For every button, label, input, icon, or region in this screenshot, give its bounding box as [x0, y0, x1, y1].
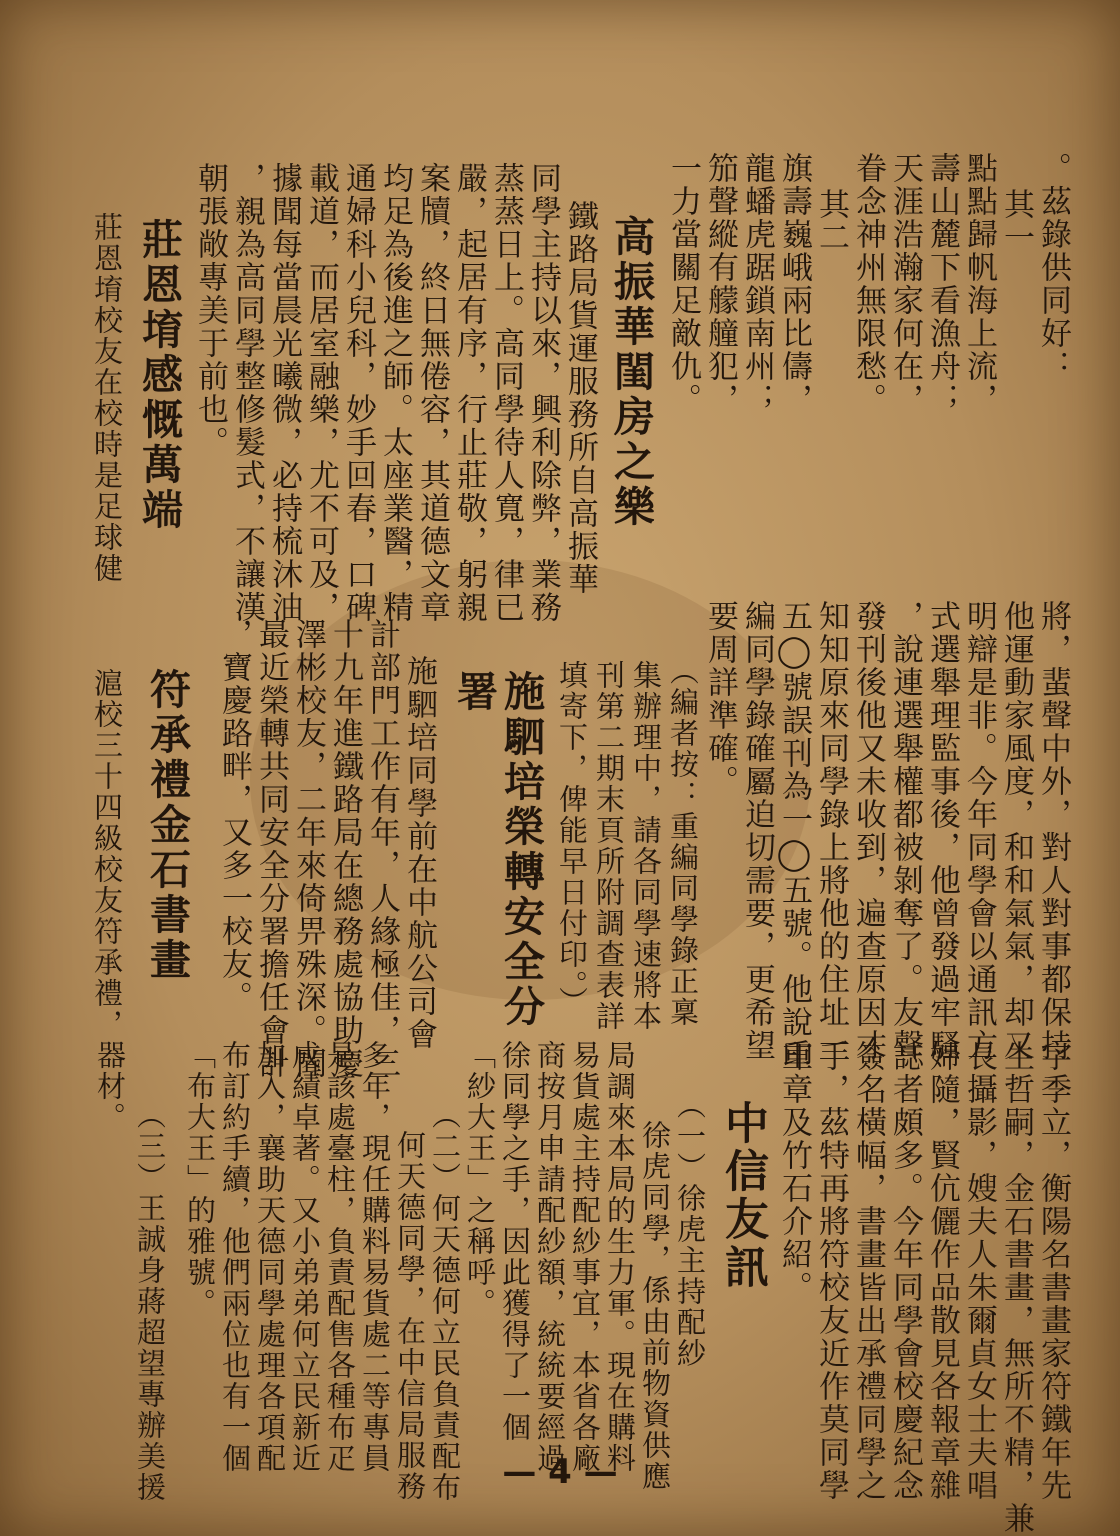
poem1-line: 天涯浩瀚家何在，	[887, 152, 923, 416]
poem2-line: 一力當關足敵仇。	[665, 152, 701, 416]
article-fu-cont-line: 手，茲特再將符校友近作莫同學	[813, 1040, 849, 1502]
article-zhuang-cont-line: 將，蜚聲中外，對人對事都保持	[1035, 600, 1071, 1062]
zhongxin-line: 加入，襄助天德同學處理各項配	[253, 1040, 287, 1474]
editor-note-line: 刊第二期末頁所附調查表詳	[592, 660, 626, 1032]
article-gao-line: 嚴，起居有序，行止莊敬，躬親	[451, 162, 487, 624]
article-title-zhongxin: 中信友訊	[717, 1100, 768, 1292]
zhongxin-line: （三）王誠身蔣超望專辦美援	[133, 1100, 167, 1503]
poem2-title: 其二	[813, 188, 849, 254]
zhongxin-line: 是該處臺柱，負責配售各種布疋	[323, 1040, 357, 1474]
article-fu-cont-line: 婦隨，賢伉儷作品散見各報章雜	[924, 1040, 960, 1502]
zhongxin-line: 易貨處主持配紗事宜，本省各廠	[568, 1040, 602, 1474]
zhongxin-line: 「布大王」的雅號。	[183, 1040, 217, 1319]
poem2-line: 笳聲縱有艨艟犯，	[702, 152, 738, 416]
article-gao-line: 鐵路局貨運服務所自高振華	[562, 200, 598, 596]
article-fu-cont-line: 簽名橫幅，書畫皆出承禮同學之	[850, 1040, 886, 1502]
article-zhuang-cont-line: 要周詳準確。	[702, 600, 738, 798]
article-zhuang-line: 莊恩堉校友在校時是足球健	[90, 212, 124, 584]
poem1-line: 點點歸帆海上流，	[961, 152, 997, 416]
zhongxin-line: （一）徐虎主持配紗	[673, 1090, 707, 1369]
article-zhuang-cont-line: 五◯號誤刊為一◯五號。他說重	[776, 600, 812, 1072]
zhongxin-line: 局調來本局的生力軍。現在購料	[603, 1040, 637, 1474]
article-gao-line: 蒸蒸日上。高同學待人寬，律已	[488, 162, 524, 624]
article-zhuang-cont-line: ，說連選舉權都被剝奪了。友聲	[887, 600, 923, 1062]
poem2-line: 旗壽巍峨兩比儔，	[776, 152, 812, 416]
article-fu-cont-line: 誌者頗多。今年同學會校慶紀念	[887, 1040, 923, 1502]
zhongxin-line: 布訂約手續，他們兩位也有一個	[218, 1040, 252, 1474]
article-title-shi: 施駟培榮轉安全分	[497, 670, 545, 1030]
article-gao-line: 載道，而居室融樂，尤不可及，	[303, 162, 339, 624]
article-zhuang-cont-line: 他運動家風度，和和氣氣，却又	[998, 600, 1034, 1062]
zhongxin-line: 徐同學之手，因此獲得了一個	[498, 1040, 532, 1443]
article-gao-line: 同學主持以來，興利除弊，業務	[525, 162, 561, 624]
article-gao-line: 均足為後進之師。太座業醫，精	[377, 162, 413, 624]
poem2-line: 龍蟠虎踞鎖南州；	[739, 152, 775, 416]
article-shi-line: 十九年進鐵路局在總務處協助慶	[327, 618, 363, 1080]
article-gao-line: 據聞每當晨光曦微，必持梳沐油	[266, 162, 302, 624]
zhongxin-line: 徐虎同學，係由前物資供應	[638, 1120, 672, 1492]
zhongxin-line: 「紗大王」之稱呼。	[463, 1040, 497, 1319]
zhongxin-line: 商按月申請配紗額，統統要經過	[533, 1040, 567, 1474]
zhongxin-line: 何天德同學，在中信局服務	[393, 1130, 427, 1502]
zhongxin-line: 成績卓著。又小弟弟何立民新近	[288, 1040, 322, 1474]
poem1-title: 其一	[998, 188, 1034, 254]
article-fu-cont-line: 生哲嗣，金石書畫，無所不精，兼	[998, 1040, 1034, 1535]
article-zhuang-cont-line: 發刊後他又未收到，遍查原因才	[850, 600, 886, 1062]
article-title-shi-tail: 署	[450, 670, 498, 715]
poem1-line: 眷念神州無限愁。	[850, 152, 886, 416]
article-shi-line: 最近榮轉共同安全分署擔任會計	[253, 618, 289, 1080]
article-fu-cont-line: 字季立，衡陽名書畫家符鐵年先	[1035, 1040, 1071, 1502]
article-gao-line: 通婦科小兒科，妙手回春，口碑	[340, 162, 376, 624]
article-shi-line: 施駟培同學前在中航公司會	[401, 655, 437, 1051]
article-fu-cont-line: 長攝影，嫂夫人朱爾貞女士夫唱	[961, 1040, 997, 1502]
zhongxin-line: 器材。	[93, 1040, 127, 1133]
article-shi-line: ，寶慶路畔，又多一校友。	[216, 618, 252, 1014]
article-title-zhuang: 莊恩堉感慨萬端	[135, 218, 183, 533]
article-title-fu: 符承禮金石書畫	[143, 668, 191, 983]
poem1-line: 壽山麓下看漁舟；	[924, 152, 960, 416]
article-zhuang-cont-line: 明辯是非。今年同學會以通訊方	[961, 600, 997, 1062]
zhongxin-line: 多年，現任購料易貨處二等專員	[358, 1040, 392, 1474]
zhongxin-line: （二）何天德何立民負責配布	[428, 1100, 462, 1503]
article-fu-line: 滬校三十四級校友符承禮，	[90, 668, 124, 1040]
article-shi-line: 計部門工作有年，人緣極佳，三	[364, 618, 400, 1080]
article-gao-line: 案牘，終日無倦容，其道德文章	[414, 162, 450, 624]
editor-note-line: 集辦理中，請各同學速將本	[629, 660, 663, 1032]
page-number: — 4 —	[502, 1452, 618, 1492]
editor-note-line: 填寄下，俾能早日付印。）	[555, 660, 589, 1018]
article-zhuang-cont-line: 編同學錄確屬迫切需要，更希望	[739, 600, 775, 1062]
editor-note-line: （編者按：重編同學錄正稟	[666, 656, 700, 1028]
article-fu-cont-line: 印章及竹石介紹。	[776, 1040, 812, 1304]
article-zhuang-cont-line: 式選舉理監事後，他曾發過牢騷	[924, 600, 960, 1062]
intro-line: 。茲錄供同好：	[1035, 152, 1071, 383]
article-gao-line: 朝張敞專美于前也。	[192, 162, 228, 459]
article-shi-line: 澤彬校友，二年來倚畀殊深。聞	[290, 618, 326, 1080]
article-title-gao: 高振華閨房之樂	[607, 215, 655, 530]
article-zhuang-cont-line: 知知原來同學錄上將他的住址一	[813, 600, 849, 1062]
article-gao-line: ，親為高同學整修髮式，不讓漢	[229, 162, 265, 624]
